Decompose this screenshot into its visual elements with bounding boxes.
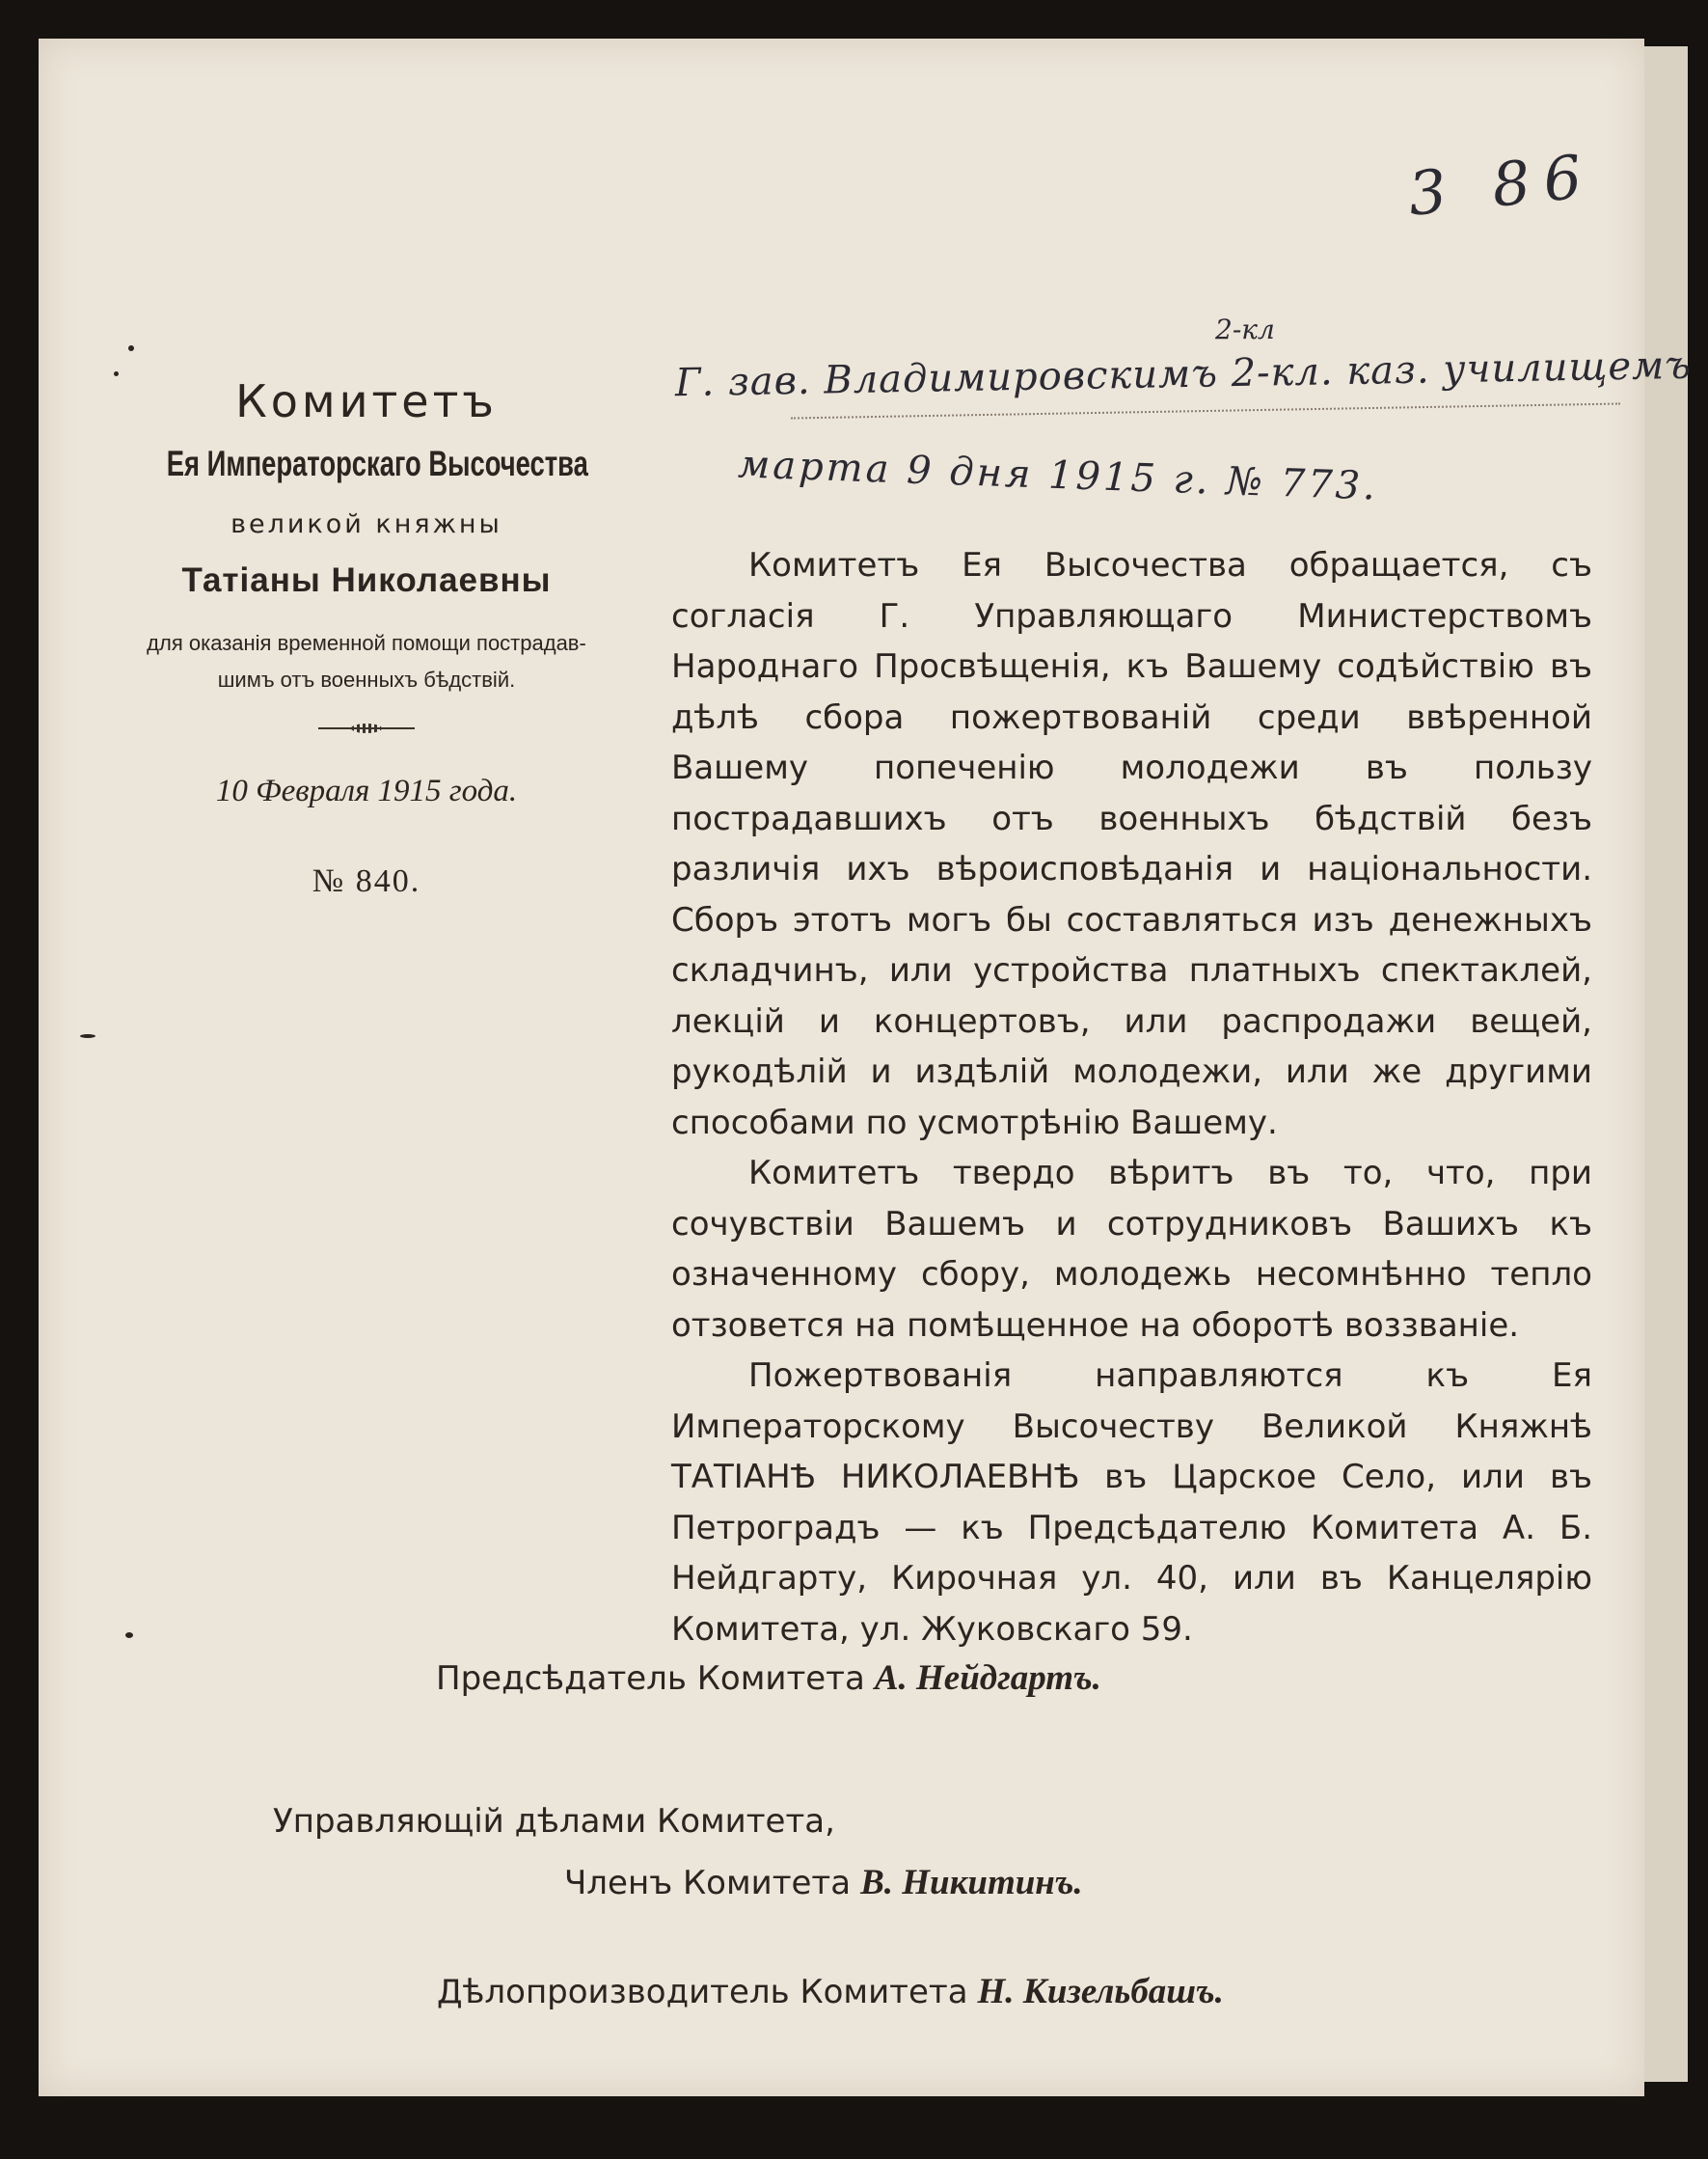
purpose-line: шимъ отъ военныхъ бѣдствій. — [217, 668, 516, 692]
chair-title: Предсѣдатель Комитета — [436, 1659, 865, 1698]
handwritten-addressee: Г. зав. Владимировскимъ 2-кл. каз. училищемъ — [674, 342, 1693, 406]
dotted-line — [791, 402, 1620, 419]
letter-number: № 840. — [312, 863, 421, 899]
member-name: В. Никитинъ. — [860, 1863, 1083, 1902]
document-page — [39, 39, 1693, 2096]
handwritten-archive-number: 3 86 — [1404, 140, 1599, 230]
body-paragraph: Пожертвованія направляются къ Ея Императорскому Высочеству Великой Княжнѣ ТАТІАНѢ НИКОЛАЕВНѢ въ Царское Село, или въ Петроградъ — къ Предсѣдателю Комитета А. Б. Нейдгарту, Кирочная ул. 40, или въ Канцелярію Комитета, ул. Жуковскаго 59. — [671, 1356, 1592, 1649]
letter-date: 10 Февраля 1915 года. — [215, 774, 518, 808]
member-title: Членъ Комитета — [564, 1864, 852, 1902]
clerk-title: Дѣлопроизводитель Комитета — [437, 1973, 968, 2011]
letterhead — [96, 328, 637, 901]
handwritten-superscript: 2-кл — [1215, 314, 1275, 345]
duchess-name: Татіаны Николаевны — [181, 561, 552, 599]
duchess-line: великой княжны — [230, 509, 502, 539]
letter-body — [671, 540, 1592, 1654]
ornament-divider — [318, 724, 415, 733]
chair-name: А. Нейдгартъ. — [874, 1658, 1101, 1698]
purpose-line: для оказанія временной помощи пострадав- — [147, 631, 586, 655]
body-paragraph: Комитетъ Ея Высочества обращается, съ согласія Г. Управляющаго Министерствомъ Народнаго Просвѣщенія, къ Вашему содѣйствію въ дѣлѣ сбора пожертвованій среди ввѣренной Вашему попеченію молодежи въ пользу пострадавшихъ отъ военныхъ бѣдствій безъ различія ихъ вѣроисповѣданія и національности. Сборъ этотъ могъ бы составляться изъ денежныхъ складчинъ, или устройства платныхъ спектаклей, лекцій и концертовъ, или распродажи вещей, рукодѣлій и издѣлій молодежи, или же другими способами по усмотрѣнію Вашему. — [671, 546, 1592, 1142]
speck — [125, 1632, 133, 1638]
handwritten-registration: марта 9 дня 1915 г. № 773. — [737, 442, 1379, 509]
committee-title: Комитетъ — [235, 375, 498, 427]
clerk-signature — [437, 1971, 1224, 2012]
speck — [80, 1034, 95, 1038]
body-paragraph: Комитетъ твердо вѣритъ въ то, что, при сочувствіи Вашемъ и сотрудниковъ Вашихъ къ означенному сбору, молодежь несомнѣнно тепло отзовется на помѣщенное на оборотѣ воззваніе. — [671, 1154, 1592, 1345]
chair-signature — [436, 1657, 1101, 1699]
manager-title: Управляющій дѣлами Комитета, — [273, 1802, 835, 1841]
committee-purpose — [96, 625, 637, 698]
member-signature — [564, 1862, 1083, 1903]
highness-line: Ея Императорскаго Высочества — [166, 444, 588, 483]
clerk-name: Н. Кизельбашъ. — [977, 1972, 1224, 2011]
